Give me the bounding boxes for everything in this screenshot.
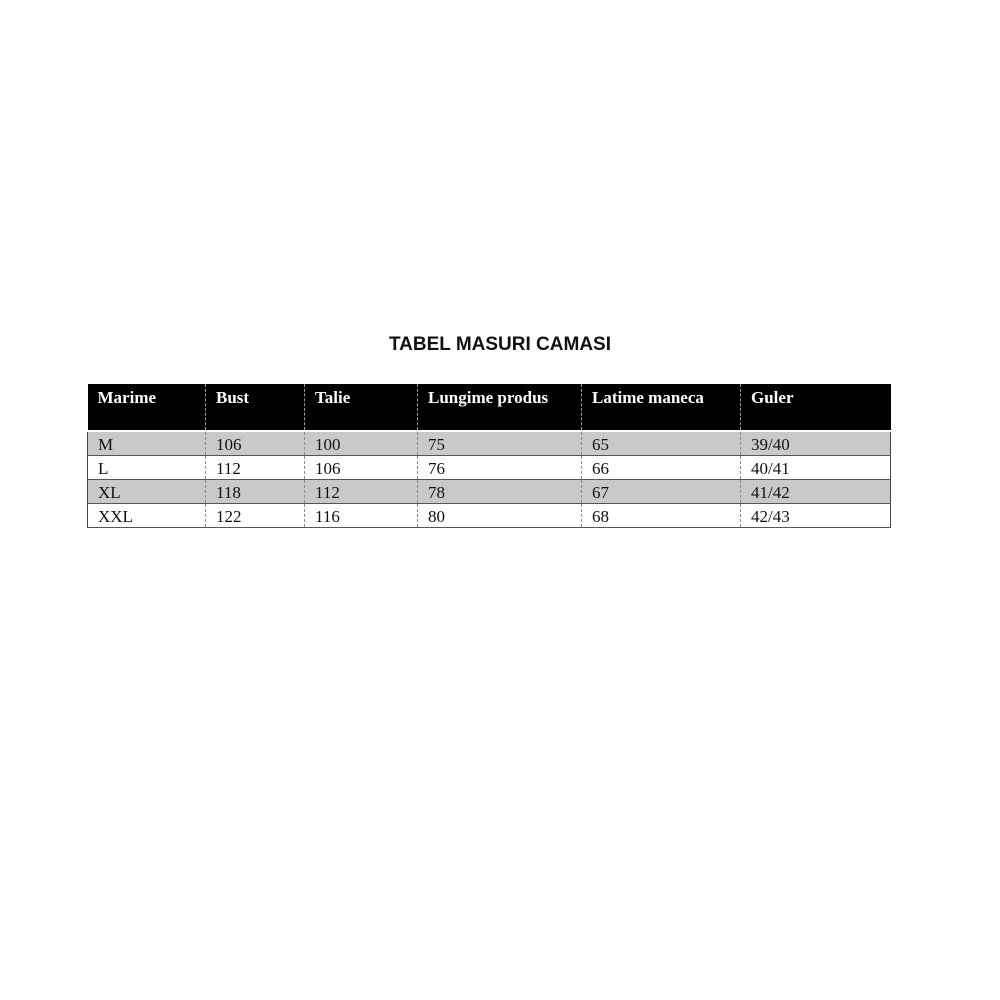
table-cell: 75 xyxy=(418,431,582,455)
table-cell: 80 xyxy=(418,503,582,527)
table-cell: 78 xyxy=(418,479,582,503)
table-row xyxy=(88,479,891,503)
table-cell: XXL xyxy=(88,503,206,527)
table-row xyxy=(88,431,891,455)
table-cell: 112 xyxy=(305,479,418,503)
table-cell: 100 xyxy=(305,431,418,455)
table-cell: 66 xyxy=(582,455,741,479)
table-cell: 106 xyxy=(305,455,418,479)
table-cell: 65 xyxy=(582,431,741,455)
table-row xyxy=(88,503,891,527)
size-chart-table xyxy=(87,384,891,528)
column-header-latime-maneca: Latime maneca xyxy=(582,384,741,431)
column-header-talie: Talie xyxy=(305,384,418,431)
table-cell: 67 xyxy=(582,479,741,503)
table-cell: M xyxy=(88,431,206,455)
table-header-row xyxy=(88,384,891,431)
column-header-bust: Bust xyxy=(206,384,305,431)
table-cell: 39/40 xyxy=(741,431,891,455)
column-header-guler: Guler xyxy=(741,384,891,431)
table-cell: XL xyxy=(88,479,206,503)
column-header-marime: Marime xyxy=(88,384,206,431)
table-cell: 40/41 xyxy=(741,455,891,479)
table-cell: 112 xyxy=(206,455,305,479)
table-cell: 118 xyxy=(206,479,305,503)
table-cell: 42/43 xyxy=(741,503,891,527)
column-header-lungime-produs: Lungime produs xyxy=(418,384,582,431)
table-cell: 122 xyxy=(206,503,305,527)
table-cell: 106 xyxy=(206,431,305,455)
table-cell: L xyxy=(88,455,206,479)
table-cell: 116 xyxy=(305,503,418,527)
page-title: TABEL MASURI CAMASI xyxy=(388,334,612,355)
table-cell: 68 xyxy=(582,503,741,527)
table-cell: 76 xyxy=(418,455,582,479)
table-row xyxy=(88,455,891,479)
table-cell: 41/42 xyxy=(741,479,891,503)
